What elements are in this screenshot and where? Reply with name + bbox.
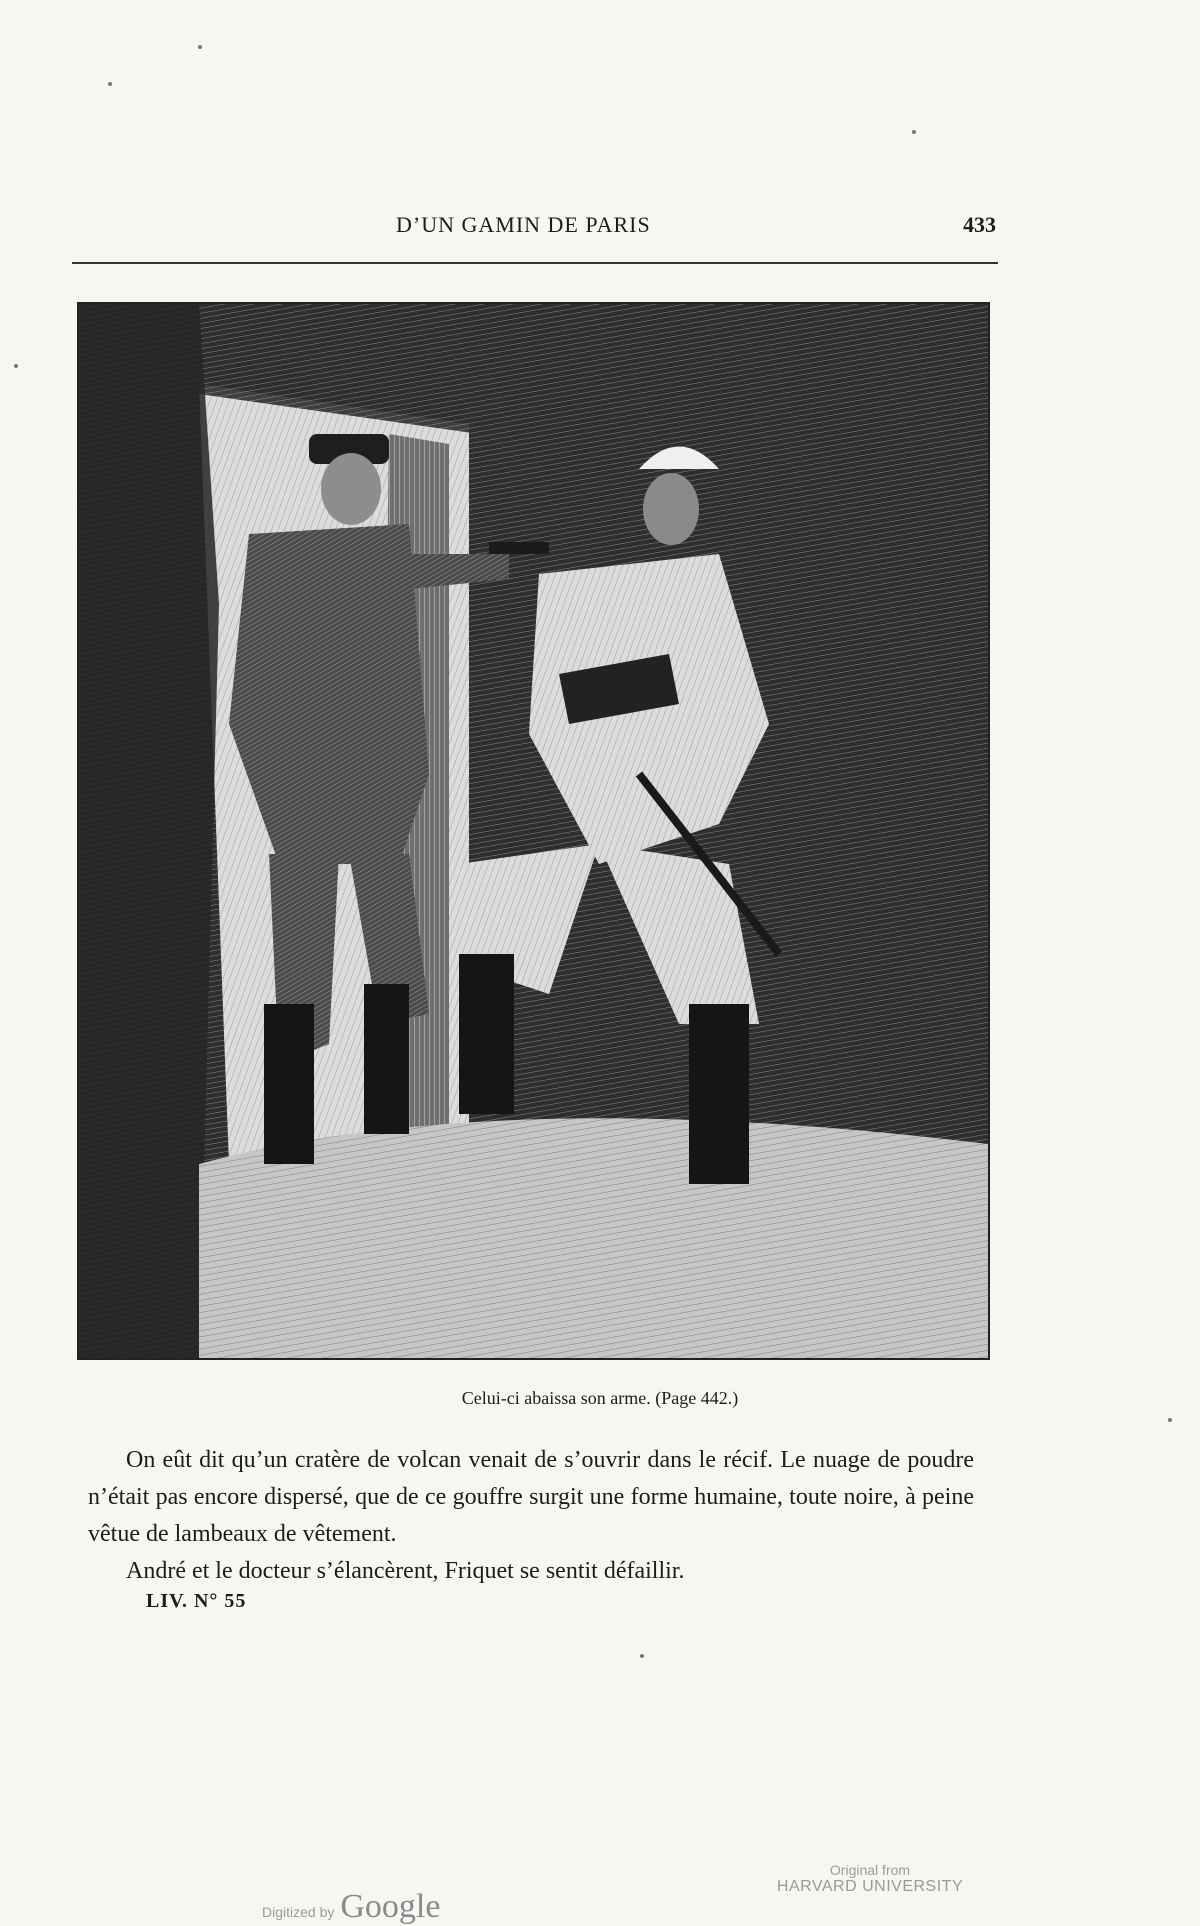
- page-speck: [14, 364, 18, 368]
- running-head: [70, 212, 996, 252]
- running-title: D’UN GAMIN DE PARIS: [396, 212, 651, 237]
- original-source-watermark: [750, 1862, 990, 1896]
- page-speck: [198, 45, 202, 49]
- header-rule: [72, 262, 998, 264]
- signature-mark: LIV. N° 55: [146, 1590, 247, 1612]
- engraving-illustration: [77, 302, 990, 1360]
- original-source: HARVARD UNIVERSITY: [776, 1878, 964, 1895]
- page-speck: [912, 130, 916, 134]
- page-speck: [1168, 1418, 1172, 1422]
- original-label: Original from: [829, 1862, 911, 1878]
- page-number: 433: [963, 212, 996, 237]
- body-paragraph: On eût dit qu’un cratère de volcan venait de s’ouvrir dans le récif. Le nuage de poudre n’était pas encore dispersé, que de ce gouffre surgit une forme humaine, toute noire, à peine vêtue de lambeaux de vêtement.: [88, 1447, 974, 1547]
- body-paragraph: André et le docteur s’élancèrent, Friquet se sentit défaillir.: [126, 1558, 685, 1584]
- page-speck: [640, 1654, 644, 1658]
- digitizer-logo: Google: [340, 1888, 441, 1925]
- digitized-label: Digitized by: [262, 1904, 335, 1920]
- body-text: [88, 1442, 974, 1590]
- illustration-caption: Celui-ci abaissa son arme. (Page 442.): [461, 1388, 739, 1408]
- page-speck: [108, 82, 112, 86]
